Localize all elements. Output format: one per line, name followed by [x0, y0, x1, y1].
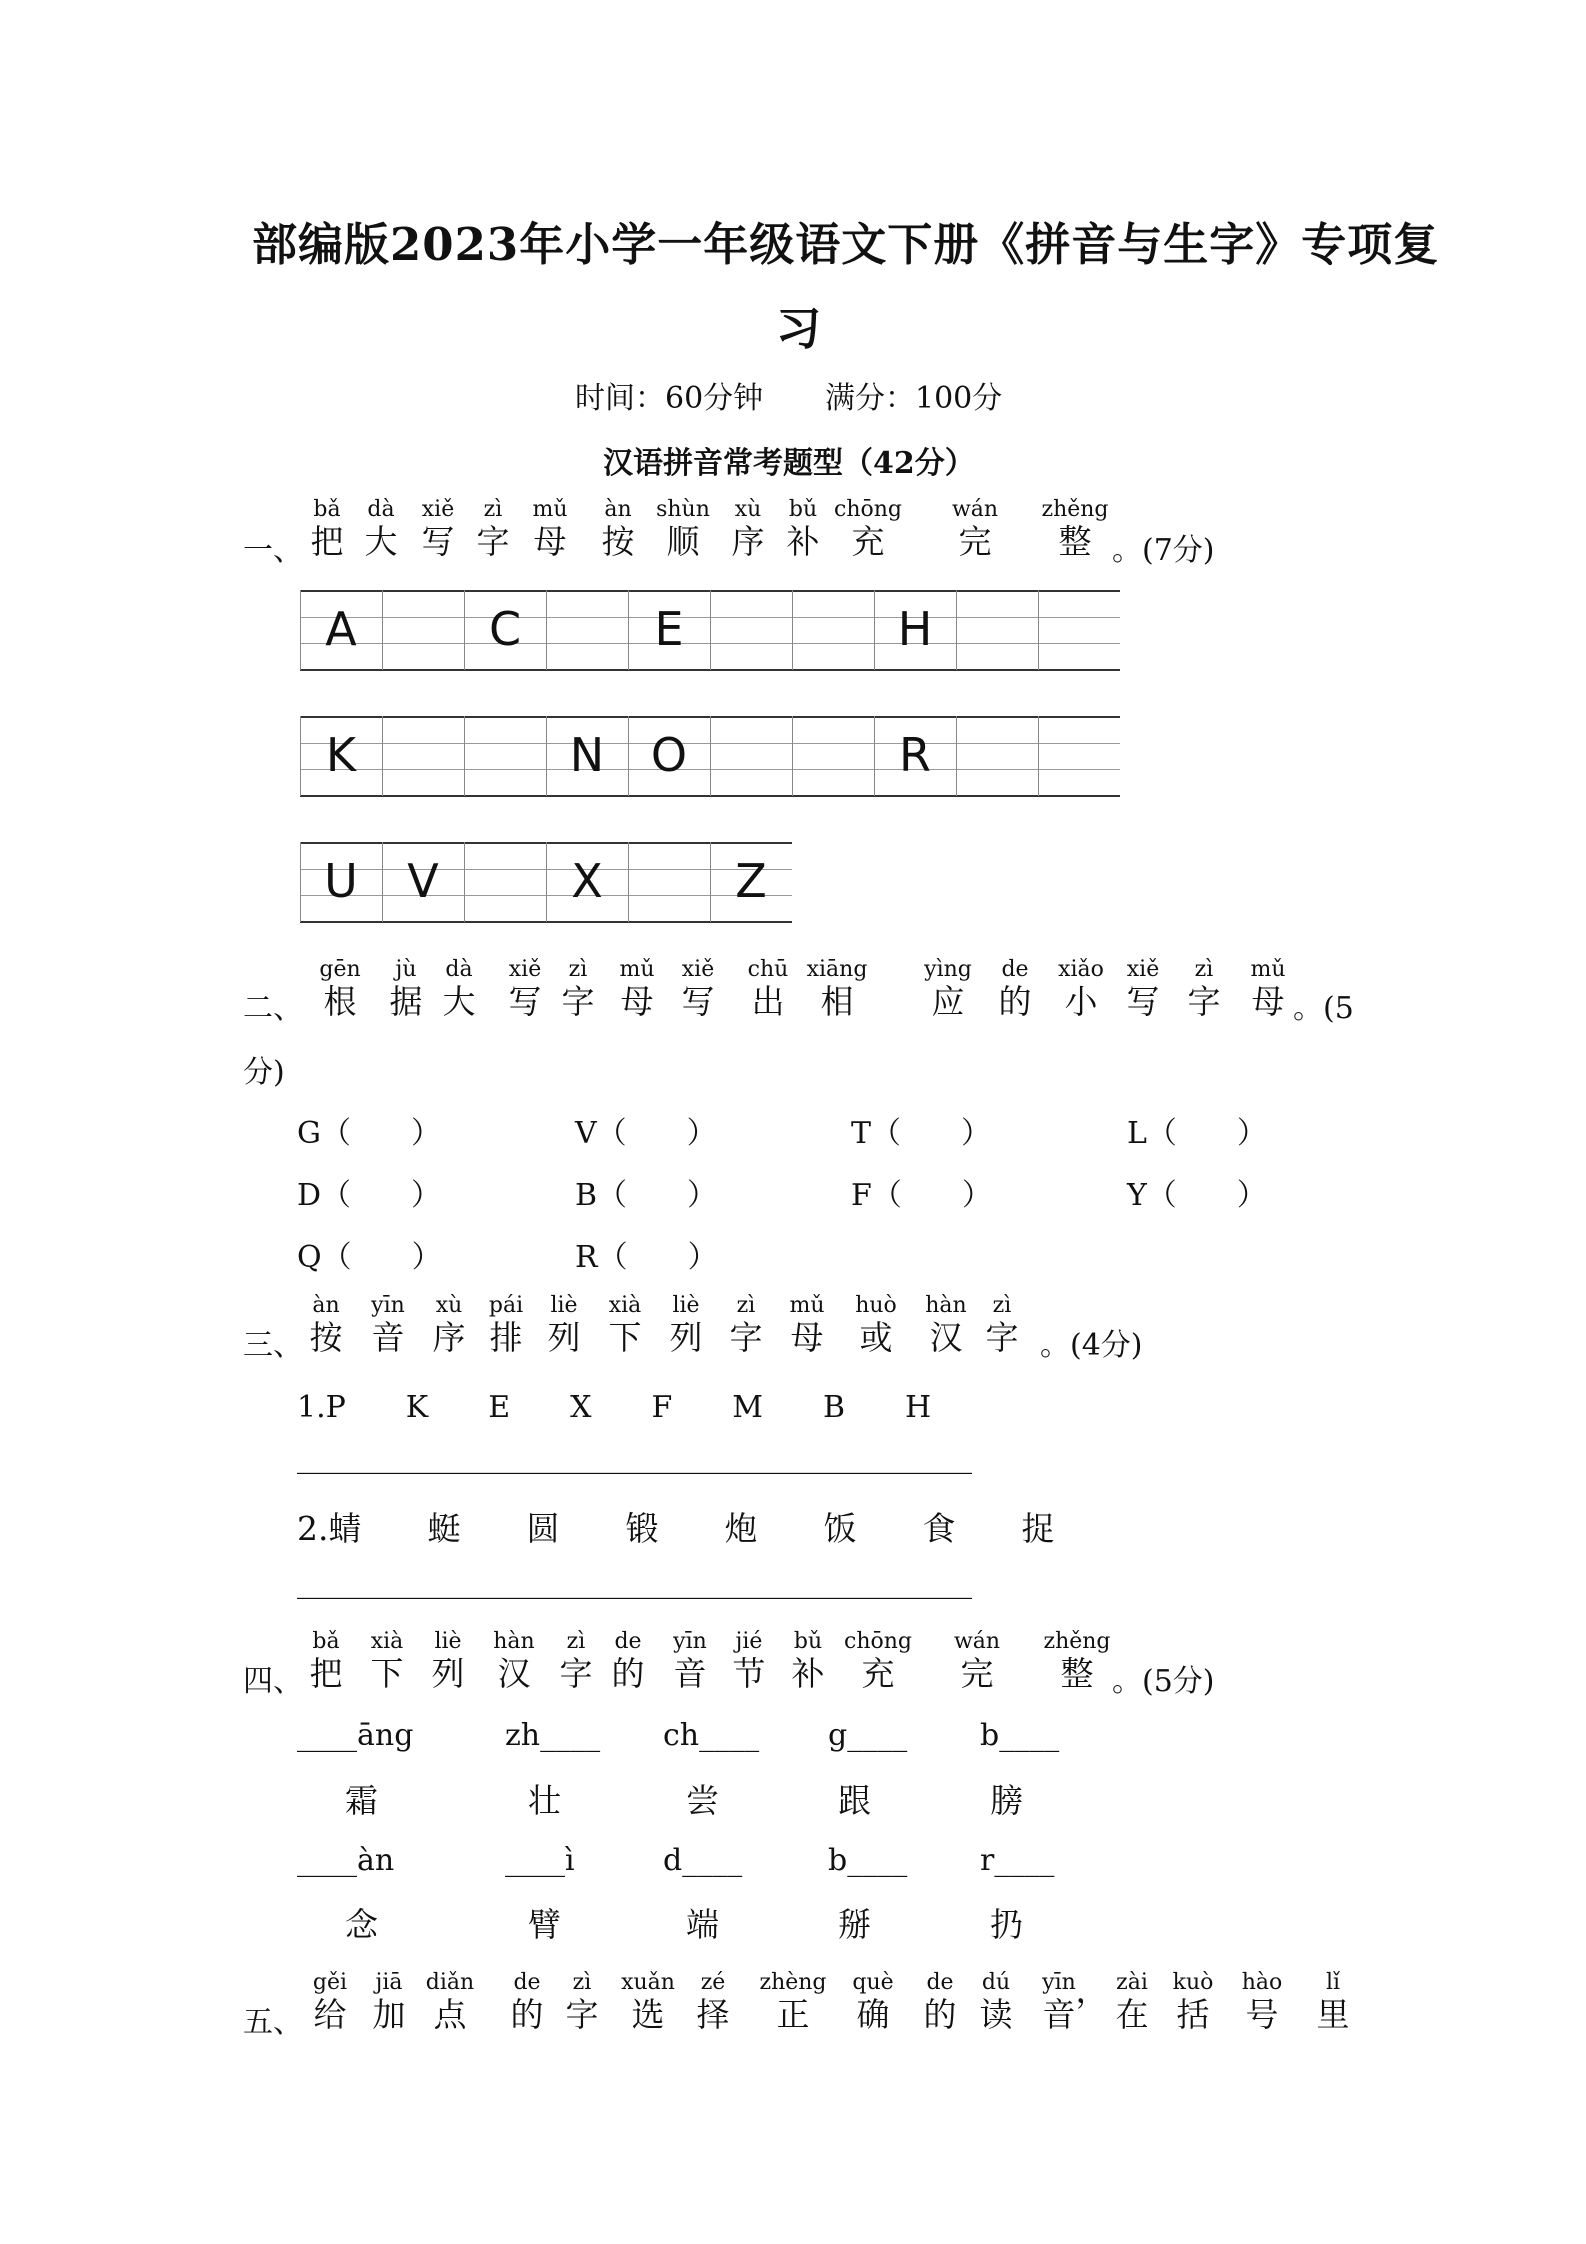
pinyin: liè — [672, 1293, 700, 1318]
hanzi: 充 — [861, 1654, 895, 1693]
pinyin: shùn — [656, 497, 710, 522]
pinyin: zài — [1116, 1970, 1148, 1995]
pinyin: de — [926, 1970, 954, 1995]
pinyin: huò — [855, 1293, 897, 1318]
hanzi: 应 — [931, 982, 965, 1021]
pinyin: de — [513, 1970, 541, 1995]
q4-syllable-blank[interactable]: d____ — [663, 1843, 743, 1878]
pinyin: zhěng — [1041, 497, 1109, 522]
pinyin: gēn — [319, 957, 361, 982]
pinyin: kuò — [1172, 1970, 1214, 1995]
hanzi: 或 — [859, 1318, 893, 1357]
pinyin: mǔ — [619, 957, 655, 982]
pinyin: jù — [395, 957, 417, 982]
hanzi: 字 — [476, 522, 510, 561]
q2-score-a: 。(5 — [1293, 991, 1354, 1026]
pinyin: chōng — [844, 1629, 912, 1654]
q3-word — [957, 1294, 1047, 1358]
hanzi: 的 — [923, 1995, 957, 2034]
pinyin: gěi — [312, 1970, 348, 1995]
hanzi: 排 — [489, 1318, 523, 1357]
grid-cell[interactable] — [382, 716, 465, 796]
hanzi: 确 — [856, 1995, 890, 2034]
q2-item[interactable]: Y（ ） — [1127, 1178, 1267, 1213]
pinyin: wán — [951, 497, 999, 522]
pinyin: yīn — [1042, 1970, 1076, 1995]
hanzi: 给 — [313, 1995, 347, 2034]
pinyin: hàn — [493, 1629, 535, 1654]
hanzi: 把 — [309, 1654, 343, 1693]
q1-number: 一、 — [243, 533, 303, 568]
pinyin: chōng — [834, 497, 902, 522]
q5-word — [1288, 1971, 1378, 2035]
hanzi: 字 — [559, 1654, 593, 1693]
grid-letter: A — [325, 602, 357, 656]
grid-cell[interactable] — [1038, 716, 1121, 796]
hanzi: 音 — [673, 1654, 707, 1693]
q2-score-b: 分) — [243, 1055, 285, 1090]
hanzi: 序 — [432, 1318, 466, 1357]
pinyin: mǔ — [789, 1293, 825, 1318]
q2-number: 二、 — [243, 991, 303, 1026]
hanzi: 正 — [776, 1995, 810, 2034]
hanzi: 里 — [1316, 1995, 1350, 2034]
q4-word — [932, 1630, 1022, 1694]
q4-syllable-blank[interactable]: g____ — [828, 1718, 908, 1753]
q4-syllable-blank[interactable]: b____ — [828, 1843, 908, 1878]
hanzi: 字 — [985, 1318, 1019, 1357]
exam-score: 满分：100分 — [825, 381, 1003, 416]
q2-item[interactable]: V（ ） — [575, 1116, 717, 1151]
grid-cell[interactable] — [956, 716, 1039, 796]
hanzi: 字 — [729, 1318, 763, 1357]
pinyin: bǔ — [793, 1629, 823, 1654]
q2-item[interactable]: R（ ） — [575, 1240, 718, 1275]
hanzi: 出 — [751, 982, 785, 1021]
q4-syllable-blank[interactable]: ____àn — [297, 1843, 395, 1878]
hanzi: 整 — [1060, 1654, 1094, 1693]
hanzi: 按 — [601, 522, 635, 561]
hanzi: 的 — [611, 1654, 645, 1693]
q2-item[interactable]: B（ ） — [575, 1178, 718, 1213]
hanzi: 下 — [370, 1654, 404, 1693]
grid-cell[interactable] — [382, 590, 465, 670]
page-title-line1: 部编版2023年小学一年级语文下册《拼音与生字》专项复 — [252, 218, 1440, 271]
pinyin: jiā — [375, 1970, 403, 1995]
q4-hanzi: 膀 — [990, 1781, 1023, 1820]
grid-letter: R — [899, 728, 931, 782]
q4-syllable-blank[interactable]: ____ì — [505, 1843, 575, 1878]
grid-cell[interactable] — [792, 716, 875, 796]
grid-row — [300, 716, 1120, 796]
grid-cell[interactable] — [464, 716, 547, 796]
hanzi: 按 — [309, 1318, 343, 1357]
hanzi: 母 — [620, 982, 654, 1021]
grid-cell[interactable] — [710, 590, 793, 670]
grid-cell[interactable] — [464, 842, 547, 922]
pinyin: lǐ — [1325, 1970, 1341, 1995]
pinyin: jié — [735, 1629, 763, 1654]
q4-hanzi: 扔 — [990, 1905, 1023, 1944]
hanzi: 选 — [631, 1995, 665, 2034]
q4-score: 。(5分) — [1112, 1664, 1215, 1699]
hanzi: 补 — [791, 1654, 825, 1693]
q4-hanzi: 壮 — [528, 1781, 561, 1820]
hanzi: 的 — [998, 982, 1032, 1021]
pinyin: dà — [367, 497, 395, 522]
grid-letter: Z — [735, 854, 767, 908]
q2-word — [792, 958, 882, 1022]
hanzi: 汉 — [929, 1318, 963, 1357]
pinyin: diǎn — [425, 1970, 475, 1995]
q4-hanzi: 尝 — [686, 1781, 719, 1820]
grid-letter: O — [650, 728, 688, 782]
pinyin: zì — [568, 957, 588, 982]
q4-syllable-blank[interactable]: zh____ — [505, 1718, 601, 1753]
pinyin: bǎ — [313, 497, 341, 522]
grid-row — [300, 842, 792, 922]
grid-letter: K — [325, 728, 357, 782]
grid-cell[interactable] — [710, 716, 793, 796]
q2-item[interactable]: D（ ） — [297, 1178, 442, 1213]
grid-cell[interactable] — [792, 590, 875, 670]
hanzi: 节 — [732, 1654, 766, 1693]
hanzi: 列 — [431, 1654, 465, 1693]
hanzi: 把 — [310, 522, 344, 561]
hanzi: 列 — [547, 1318, 581, 1357]
hanzi: 补 — [786, 522, 820, 561]
hanzi: 完 — [960, 1654, 994, 1693]
q4-number: 四、 — [243, 1664, 303, 1699]
q1-word — [930, 498, 1020, 562]
pinyin: xiě — [508, 957, 542, 982]
hanzi: 整 — [1058, 522, 1092, 561]
page-title-line2: 习 — [776, 302, 823, 355]
q2-item[interactable]: L（ ） — [1127, 1116, 1267, 1151]
pinyin: zì — [483, 497, 503, 522]
q3-line1: 1.P K E X F M B H — [297, 1390, 932, 1425]
pinyin: dú — [981, 1970, 1011, 1995]
pinyin: liè — [550, 1293, 578, 1318]
hanzi: 母 — [790, 1318, 824, 1357]
pinyin: yīn — [673, 1629, 707, 1654]
pinyin: àn — [312, 1293, 340, 1318]
q5-word — [668, 1971, 758, 2035]
hanzi: 字 — [1187, 982, 1221, 1021]
pinyin: àn — [604, 497, 632, 522]
grid-cell[interactable] — [546, 590, 629, 670]
pinyin: xiāng — [806, 957, 868, 982]
pinyin: de — [614, 1629, 642, 1654]
q4-syllable-blank[interactable]: r____ — [980, 1843, 1055, 1878]
q2-item[interactable]: G（ ） — [297, 1116, 441, 1151]
pinyin: zì — [566, 1629, 586, 1654]
hanzi: 择 — [696, 1995, 730, 2034]
pinyin: zhěng — [1043, 1629, 1111, 1654]
hanzi: 字 — [561, 982, 595, 1021]
q4-word — [833, 1630, 923, 1694]
grid-cell[interactable] — [628, 842, 711, 922]
q3-blank1[interactable]: _____________________________________________ — [297, 1440, 972, 1475]
hanzi: 写 — [1126, 982, 1160, 1021]
pinyin: pái — [488, 1293, 524, 1318]
pinyin: zì — [572, 1970, 592, 1995]
q3-blank2[interactable]: _____________________________________________ — [297, 1565, 972, 1600]
q4-hanzi: 端 — [686, 1905, 719, 1944]
q3-line2: 2.蜻 蜓 圆 锻 炮 饭 食 捉 — [297, 1509, 1055, 1548]
hanzi: 充 — [851, 522, 885, 561]
hanzi: 加 — [372, 1995, 406, 2034]
q1-word — [1030, 498, 1120, 562]
pinyin: liè — [434, 1629, 462, 1654]
hanzi: 母 — [533, 522, 567, 561]
hanzi: 大 — [442, 982, 476, 1021]
pinyin: hào — [1241, 1970, 1283, 1995]
hanzi: 在 — [1115, 1995, 1149, 2034]
exam-time: 时间：60分钟 — [575, 381, 764, 416]
hanzi: 的 — [510, 1995, 544, 2034]
hanzi: 完 — [958, 522, 992, 561]
pinyin: xià — [370, 1629, 404, 1654]
hanzi: 小 — [1064, 982, 1098, 1021]
hanzi: 号 — [1245, 1995, 1279, 2034]
q3-number: 三、 — [243, 1328, 303, 1363]
hanzi: 音 — [371, 1318, 405, 1357]
grid-row — [300, 590, 1120, 670]
q4-word — [1032, 1630, 1122, 1694]
q2-item[interactable]: F（ ） — [851, 1178, 992, 1213]
pinyin: xiě — [681, 957, 715, 982]
grid-letter: H — [897, 602, 933, 656]
hanzi: 序 — [731, 522, 765, 561]
q1-word — [823, 498, 913, 562]
pinyin: zhèng — [759, 1970, 827, 1995]
q2-item[interactable]: T（ ） — [851, 1116, 992, 1151]
hanzi: 大 — [364, 522, 398, 561]
q4-syllable-blank[interactable]: b____ — [980, 1718, 1060, 1753]
pinyin: mǔ — [1250, 957, 1286, 982]
hanzi: 相 — [820, 982, 854, 1021]
hanzi: 汉 — [497, 1654, 531, 1693]
q2-item[interactable]: Q（ ） — [297, 1240, 442, 1275]
section-subtitle: 汉语拼音常考题型（42分） — [603, 446, 975, 481]
grid-cell[interactable] — [956, 590, 1039, 670]
pinyin: yìng — [924, 957, 972, 982]
q4-syllable-blank[interactable]: ch____ — [663, 1718, 760, 1753]
grid-letter: C — [488, 602, 522, 656]
q3-score: 。(4分) — [1040, 1328, 1143, 1363]
pinyin: xuǎn — [621, 1970, 675, 1995]
pinyin: zé — [700, 1970, 726, 1995]
pinyin: xiě — [1126, 957, 1160, 982]
grid-letter: U — [324, 854, 358, 908]
grid-letter: N — [569, 728, 605, 782]
pinyin: de — [1001, 957, 1029, 982]
hanzi: 写 — [508, 982, 542, 1021]
hanzi: 字 — [565, 1995, 599, 2034]
pinyin: què — [852, 1970, 894, 1995]
pinyin: dà — [445, 957, 473, 982]
hanzi: 下 — [608, 1318, 642, 1357]
hanzi: 点 — [433, 1995, 467, 2034]
hanzi: 顺 — [666, 522, 700, 561]
pinyin: hàn — [925, 1293, 967, 1318]
pinyin: yīn — [371, 1293, 405, 1318]
pinyin: xià — [608, 1293, 642, 1318]
hanzi: 据 — [389, 982, 423, 1021]
grid-letter: E — [654, 602, 684, 656]
q4-hanzi: 跟 — [838, 1781, 871, 1820]
grid-cell[interactable] — [1038, 590, 1121, 670]
hanzi: ， — [1075, 1971, 1109, 2010]
q5-number: 五、 — [243, 2005, 303, 2040]
pinyin: chū — [747, 957, 789, 982]
grid-letter: V — [407, 854, 439, 908]
hanzi: 根 — [323, 982, 357, 1021]
pinyin: xiǎo — [1058, 957, 1104, 982]
q4-hanzi: 臂 — [528, 1905, 561, 1944]
hanzi: 写 — [681, 982, 715, 1021]
pinyin: zì — [992, 1293, 1012, 1318]
hanzi: 读 — [979, 1995, 1013, 2034]
q1-score: 。(7分) — [1112, 533, 1215, 568]
q5-word — [748, 1971, 838, 2035]
pinyin: xù — [734, 497, 762, 522]
pinyin: mǔ — [532, 497, 568, 522]
hanzi: 音 — [1042, 1995, 1076, 2034]
hanzi: 母 — [1251, 982, 1285, 1021]
hanzi: 写 — [421, 522, 455, 561]
hanzi: 括 — [1176, 1995, 1210, 2034]
q4-hanzi: 念 — [345, 1905, 378, 1944]
q4-hanzi: 霜 — [345, 1781, 378, 1820]
pinyin: xiě — [421, 497, 455, 522]
q4-hanzi: 掰 — [838, 1905, 871, 1944]
grid-letter: X — [571, 854, 603, 908]
pinyin: bǔ — [788, 497, 818, 522]
pinyin: wán — [953, 1629, 1001, 1654]
pinyin: zì — [736, 1293, 756, 1318]
hanzi: 列 — [669, 1318, 703, 1357]
pinyin: zì — [1194, 957, 1214, 982]
pinyin: bǎ — [312, 1629, 340, 1654]
pinyin: xù — [435, 1293, 463, 1318]
q4-syllable-blank[interactable]: ____āng — [297, 1718, 414, 1753]
